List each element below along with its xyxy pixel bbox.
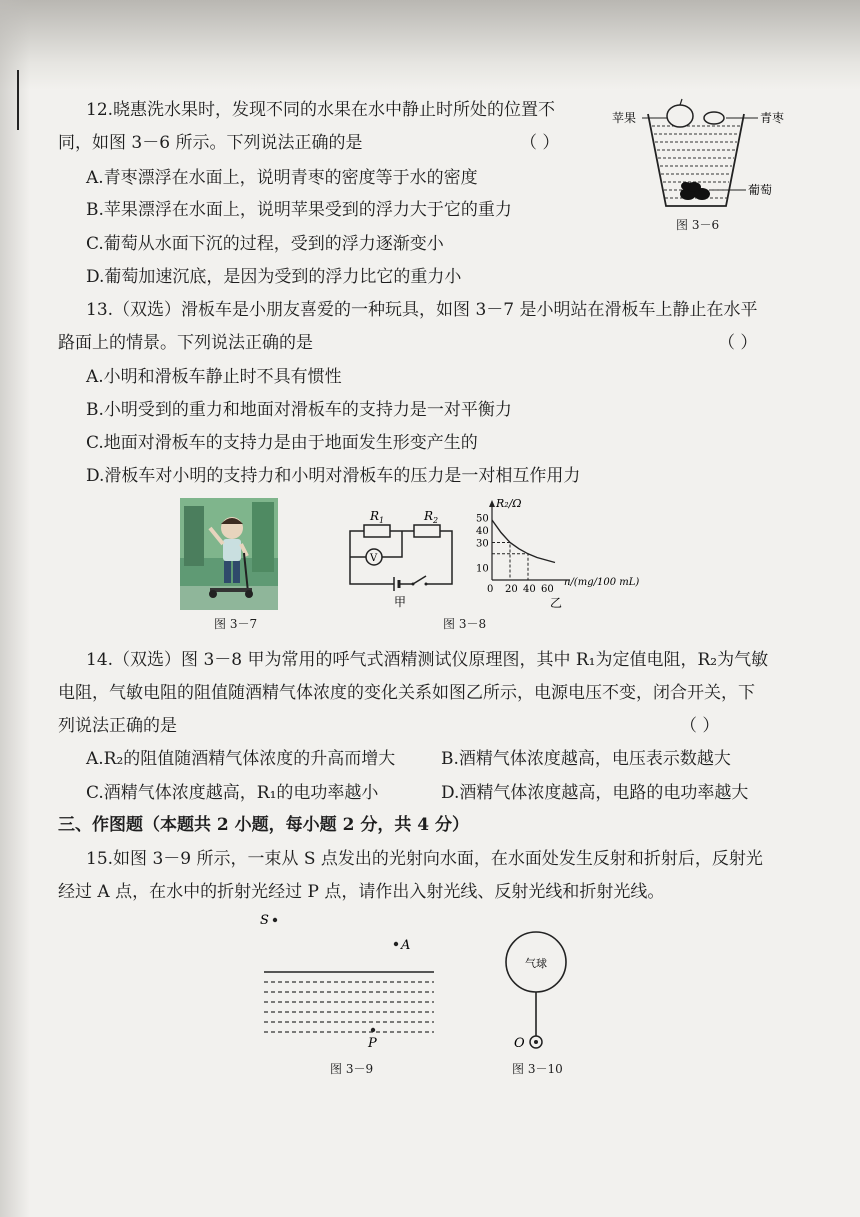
q14-option-a: A.R₂的阻值随酒精气体浓度的升高而增大 (86, 749, 396, 769)
circuit-label: 甲 (394, 595, 407, 609)
q14-line3: 列说法正确的是 (58, 716, 177, 736)
section-3-title: 三、作图题（本题共 2 小题，每小题 2 分，共 4 分） (58, 815, 469, 835)
q12-line2: 同，如图 3－6 所示。下列说法正确的是 (58, 133, 363, 153)
r2-label: $R_2$ (424, 509, 439, 525)
q12-option-c: C.葡萄从水面下沉的过程，受到的浮力逐渐变小 (86, 234, 444, 254)
balloon-label: 气球 (525, 957, 547, 970)
resistor-r1 (364, 525, 390, 537)
point-p (371, 1028, 375, 1032)
point-o-label: O (514, 1036, 525, 1051)
figure-3-6 (608, 96, 788, 236)
chart-xlabel: n/(mg/100 mL) (564, 577, 640, 588)
figure-3-9 (258, 906, 440, 1056)
q13-answer-bracket[interactable]: （ ） (718, 333, 758, 353)
chart-x-tick-60: 60 (541, 584, 554, 595)
q13-line2: 路面上的情景。下列说法正确的是 (58, 333, 313, 353)
q14-line2: 电阻，气敏电阻的阻值随酒精气体浓度的变化关系如图乙所示，电源电压不变，闭合开关，下 (58, 683, 755, 703)
graph-label: 乙 (550, 596, 563, 610)
q12-option-d: D.葡萄加速沉底，是因为受到的浮力比它的重力小 (86, 267, 462, 287)
point-s (273, 918, 277, 922)
figure-3-8-caption: 图 3－8 (443, 617, 487, 631)
chart-y-tick-10: 10 (476, 563, 489, 575)
point-a-label: A (401, 938, 411, 953)
r1-label: $R_1$ (370, 509, 385, 525)
apple-icon (667, 105, 693, 127)
page-shadow-left (0, 0, 30, 1217)
q12-option-b: B.苹果漂浮在水面上，说明苹果受到的浮力大于它的重力 (86, 200, 512, 220)
switch-icon (413, 576, 426, 584)
figure-3-9-caption: 图 3－9 (330, 1062, 374, 1076)
figure-3-7-caption: 图 3－7 (214, 617, 258, 631)
figure-3-8-graph (474, 494, 640, 612)
point-a (394, 942, 398, 946)
chart-x-tick-40: 40 (523, 584, 536, 595)
q14-answer-bracket[interactable]: （ ） (680, 716, 720, 736)
date-fruit-icon (704, 112, 724, 124)
chart-y-tick-50: 50 (476, 513, 489, 525)
figure-3-8-circuit (340, 500, 465, 612)
q12-line1: 12.晓惠洗水果时，发现不同的水果在水中静止时所处的位置不 (86, 100, 556, 120)
chart-x-tick-0: 0 (487, 584, 494, 595)
resistor-r2 (414, 525, 440, 537)
point-o (534, 1040, 538, 1044)
grape-icon (680, 182, 710, 200)
label-grape: 葡萄 (748, 183, 773, 197)
chart-ylabel: R₂/Ω (496, 497, 522, 510)
q14-line1: 14.（双选）图 3－8 甲为常用的呼气式酒精测试仪原理图，其中 R₁为定值电阻，R₂为气敏 (86, 650, 769, 670)
page-shadow-top (0, 0, 860, 90)
q14-option-d: D.酒精气体浓度越高，电路的电功率越大 (441, 783, 749, 803)
chart-guide-0 (492, 543, 510, 581)
q12-option-a: A.青枣漂浮在水面上，说明青枣的密度等于水的密度 (86, 168, 478, 188)
q13-option-b: B.小明受到的重力和地面对滑板车的支持力是一对平衡力 (86, 400, 512, 420)
binding-mark (17, 70, 19, 130)
chart-y-tick-30: 30 (476, 538, 489, 550)
label-apple: 苹果 (612, 111, 637, 125)
q15-line1: 15.如图 3－9 所示，一束从 S 点发出的光射向水面，在水面处发生反射和折射后，反射光 (86, 849, 763, 869)
q13-option-a: A.小明和滑板车静止时不具有惯性 (86, 367, 342, 387)
q13-option-c: C.地面对滑板车的支持力是由于地面发生形变产生的 (86, 433, 478, 453)
figure-3-7-photo (180, 498, 278, 610)
figure-3-10-caption: 图 3－10 (512, 1062, 563, 1076)
q12-answer-bracket[interactable]: （ ） (520, 133, 560, 153)
label-date: 青枣 (760, 111, 785, 125)
point-p-label: P (368, 1036, 377, 1051)
figure-3-6-caption: 图 3－6 (676, 218, 720, 232)
chart-y-tick-40: 40 (476, 526, 489, 537)
point-s-label: S (260, 913, 269, 928)
figure-3-10 (498, 926, 578, 1058)
svg-text:V: V (370, 553, 378, 564)
chart-series-line (492, 520, 555, 563)
q14-option-b: B.酒精气体浓度越高，电压表示数越大 (441, 749, 731, 769)
q14-option-c: C.酒精气体浓度越高，R₁的电功率越小 (86, 783, 379, 803)
q13-option-d: D.滑板车对小明的支持力和小明对滑板车的压力是一对相互作用力 (86, 466, 581, 486)
chart-x-tick-20: 20 (505, 584, 518, 595)
q15-line2: 经过 A 点，在水中的折射光经过 P 点，请作出入射光线、反射光线和折射光线。 (58, 882, 665, 902)
q13-line1: 13.（双选）滑板车是小朋友喜爱的一种玩具，如图 3－7 是小明站在滑板车上静止在水平 (86, 300, 758, 320)
